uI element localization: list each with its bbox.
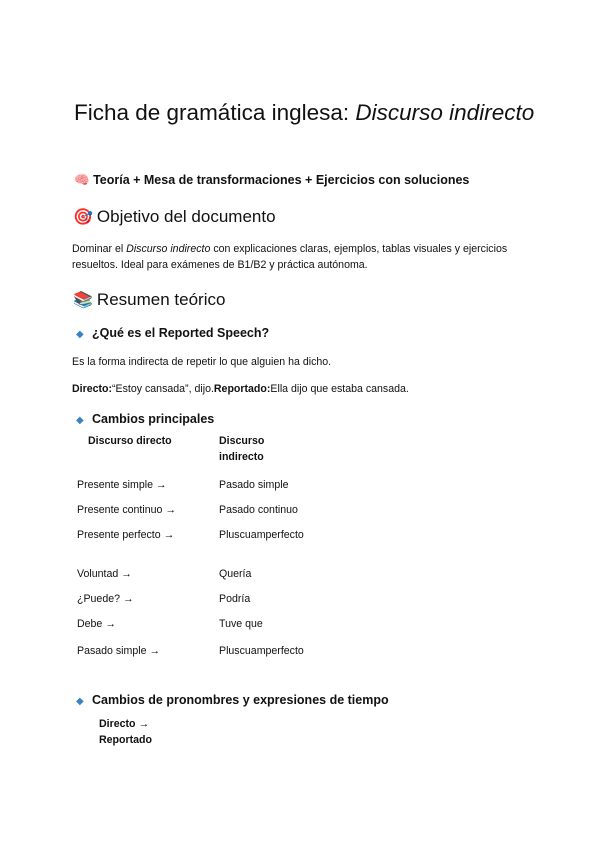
- cell-indirect: Pasado simple: [219, 479, 289, 491]
- books-icon: 📚: [73, 290, 93, 309]
- col-header-indirect: Discurso indirecto: [219, 435, 265, 463]
- objective-text: [72, 241, 527, 273]
- diamond-bullet-icon: ◆: [76, 415, 84, 426]
- table-header-row: [72, 433, 302, 469]
- objective-heading-text: Objetivo del documento: [96, 207, 276, 226]
- diamond-bullet-icon: ◆: [76, 329, 84, 340]
- cell-direct: Presente perfecto →: [77, 529, 175, 541]
- cell-indirect: Tuve que: [219, 618, 263, 630]
- target-icon: 🎯: [73, 207, 93, 226]
- title-italic: Discurso indirecto: [355, 100, 535, 125]
- cell-indirect: Quería: [219, 568, 252, 580]
- cell-direct: ¿Puede? →: [77, 593, 134, 605]
- brain-icon: 🧠: [74, 172, 90, 187]
- cell-direct: Pasado simple →: [77, 645, 161, 657]
- reported-text: Ella dijo que estaba cansada.: [270, 383, 409, 395]
- what-is-heading: [76, 324, 269, 344]
- direct-label: Directo:: [72, 383, 113, 395]
- objective-text-italic: Discurso indirecto: [126, 243, 211, 255]
- cell-direct: Debe →: [77, 618, 116, 630]
- cell-direct: Presente simple →: [77, 479, 167, 491]
- cell-indirect: Pluscuamperfecto: [219, 645, 304, 657]
- objective-text-start: Dominar el: [72, 243, 127, 255]
- summary-heading: [73, 289, 225, 311]
- cell-direct: Voluntad →: [77, 568, 132, 580]
- reported-label: Reportado:: [213, 383, 271, 395]
- col-header-direct: Discurso directo: [88, 435, 172, 447]
- cell-indirect: Pluscuamperfecto: [219, 529, 304, 541]
- example-line: [72, 381, 527, 397]
- summary-heading-text: Resumen teórico: [96, 290, 226, 309]
- pronouns-heading-text: Cambios de pronombres y expresiones de tiempo: [92, 693, 389, 707]
- title-prefix: Ficha de gramática inglesa:: [74, 100, 356, 125]
- pronouns-heading: [76, 691, 389, 711]
- cell-indirect: Podría: [219, 593, 251, 605]
- document-subtitle: [74, 171, 574, 189]
- changes-heading: [76, 410, 214, 430]
- pronouns-table-header: Directo → Reportado: [99, 718, 152, 746]
- what-is-heading-text: ¿Qué es el Reported Speech?: [92, 326, 270, 340]
- diamond-bullet-icon: ◆: [76, 696, 84, 707]
- objective-heading: [73, 206, 276, 228]
- objective-text-end: con explicaciones claras, ejemplos, tablas visuales y ejercicios resueltos. Ideal para exámenes de B1/B2 y práctica autónoma.: [72, 243, 508, 271]
- direct-text: “Estoy cansada”, dijo.: [112, 383, 214, 395]
- tense-changes-table: [72, 433, 304, 657]
- changes-heading-text: Cambios principales: [92, 412, 215, 426]
- document-title: [74, 98, 544, 128]
- definition-text: Es la forma indirecta de repetir lo que alguien ha dicho.: [72, 356, 332, 368]
- cell-direct: Presente continuo →: [77, 504, 176, 516]
- cell-indirect: Pasado continuo: [219, 504, 298, 516]
- subtitle-text: Teoría + Mesa de transformaciones + Ejercicios con soluciones: [93, 173, 470, 187]
